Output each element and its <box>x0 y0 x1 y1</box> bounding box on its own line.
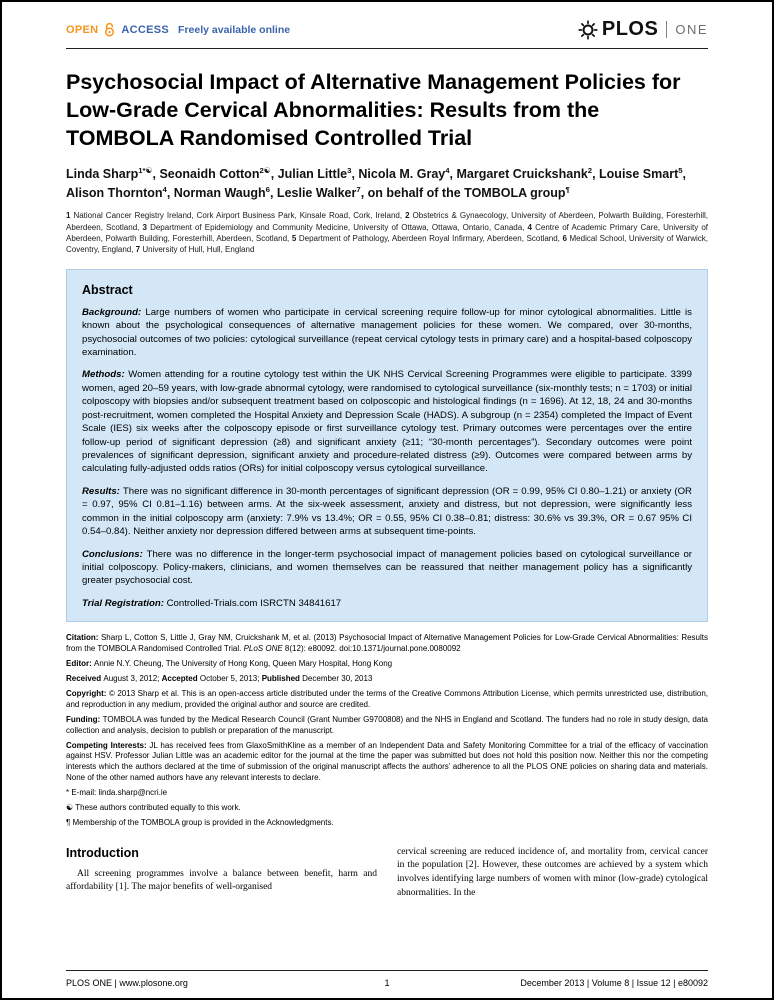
copyright-text <box>66 689 708 710</box>
article-metadata <box>66 633 708 783</box>
conclusions-text: There was no difference in the longer-term psychosocial impact of management policies based on cytological surveillance or initial colposcopy. Policy-makers, clinicians, and women themselves can be reassured that neither management policy has a significantly greater psychosocial cost. <box>82 548 692 587</box>
introduction-paragraph-2: cervical screening are reduced incidence of, and mortality from, cervical cancer in the population [2]. However, these outcomes are achieved by a system which involves identifying large numbers of women with minor (low-grade) cytological abnormalities. In the <box>397 846 708 898</box>
introduction-section <box>66 846 708 901</box>
freely-available-label: Freely available online <box>178 23 291 36</box>
abstract-trial-registration <box>82 597 692 610</box>
citation-label: Citation: <box>66 633 101 643</box>
citation-text <box>66 633 708 654</box>
abstract-conclusions <box>82 548 692 588</box>
email-link[interactable]: linda.sharp@ncri.ie <box>98 788 168 798</box>
footnote-equal-contribution: ☯ These authors contributed equally to this work. <box>66 802 241 812</box>
abstract-results <box>82 485 692 539</box>
competing-interests-label: Competing Interests: <box>66 740 150 750</box>
methods-text: Women attending for a routine cytology test within the UK NHS Cervical Screening Programmes were eligible to participate. 3399 women, aged 20–59 years, with low-grade abnormal cytology, were randomised to cytological surveillance (six-monthly tests; n = 1703) or initial colposcopy with biopsies and/or subsequent treatment based on colposcopic and histological findings (n = 1696). At 12, 18, 24 and 30-months post-recruitment, women completed the Hospital Anxiety and Depression Scale (HADS). A subgroup (n = 2354) completed the Impact of Event Scale (IES) six weeks after the colposcopy episode or first surveillance cytology test. Primary outcomes were percentages over the entire follow-up period of significant depression (≥8) and significant anxiety (≥11; “30-month percentages”). Secondary outcomes were point prevalences of significant depression, significant anxiety and procedure-related distress (≥9). Outcomes were compared between arms by calculating fully-adjusted odds ratios (ORs) for initial colposcopy versus cytological surveillance. <box>82 369 692 475</box>
editor-text <box>66 659 708 670</box>
accepted-label: Accepted <box>161 674 200 684</box>
received-label: Received <box>66 674 104 684</box>
footnote-group-membership: ¶ Membership of the TOMBOLA group is provided in the Acknowledgments. <box>66 817 334 827</box>
dates-text <box>66 674 708 685</box>
citation-body: Sharp L, Cotton S, Little J, Gray NM, Cruickshank M, et al. (2013) Psychosocial Impact of Alternative Management Policies for Low-Grade Cervical Abnormalities: Results from the TOMBOLA Randomised Controlled Trial. <box>66 633 709 653</box>
open-access-lock-icon <box>102 22 117 37</box>
one-wordmark: ONE <box>675 22 708 37</box>
published-date: December 30, 2013 <box>302 674 373 684</box>
copyright-label: Copyright: <box>66 689 109 699</box>
plos-gear-icon <box>578 20 598 40</box>
competing-interests-body: JL has received fees from GlaxoSmithKline as a member of an Independent Data and Safety Monitoring Committee for a trial of the efficacy of vaccination against HSV. Professor Julian Little was an academic editor for the journal at the time the paper was submitted but does not hold this position now. Neither this nor the competing interests which the authors declared at the time of submission of the original manuscript affects the authors’ adherence to all the PLOS ONE policies on sharing data and materials. None of the other named authors have any relevant interests to declare. <box>66 740 708 782</box>
plos-one-logo <box>578 18 708 41</box>
article-title: Psychosocial Impact of Alternative Management Policies for Low-Grade Cervical Abnormalities: Results from the TOMBOLA Randomised Controlled Trial <box>66 70 681 150</box>
footnote-email <box>66 788 708 799</box>
received-date: August 3, 2012; <box>103 674 162 684</box>
citation-journal: PLoS ONE <box>243 643 283 653</box>
funding-body: TOMBOLA was funded by the Medical Research Council (Grant Number G9700808) and the NHS in England and Scotland. The funders had no role in study design, data collection and analysis, decision to publish or preparation of the manuscript. <box>66 714 708 735</box>
open-label: OPEN <box>66 23 99 36</box>
accepted-date: October 5, 2013; <box>199 674 262 684</box>
editor-body: Annie N.Y. Cheung, The University of Hong Kong, Queen Mary Hospital, Hong Kong <box>94 658 393 668</box>
funding-label: Funding: <box>66 714 103 724</box>
introduction-heading: Introduction <box>66 845 139 860</box>
plos-wordmark: PLOS <box>601 18 659 40</box>
conclusions-label: Conclusions: <box>82 548 147 560</box>
published-label: Published <box>261 674 303 684</box>
footer-page-number: 1 <box>384 978 390 988</box>
abstract-methods <box>82 368 692 475</box>
authors-line: Linda Sharp$^{1*☯}$, Seonaidh Cotton$^{2☯}$, Julian Little$^3$, Nicola M. Gray$^4$, Margaret Cruickshank$^2$, Louise Smart$^5$, Alison Thornton$^4$, Norman Waugh$^6$, Leslie Walker$^7$, on behalf of the TOMBOLA group¶ <box>66 165 687 200</box>
funding-text <box>66 715 708 736</box>
introduction-column-2 <box>397 846 708 901</box>
methods-label: Methods: <box>82 369 129 381</box>
copyright-body: © 2013 Sharp et al. This is an open-access article distributed under the terms of the Creative Commons Attribution License, which permits unrestricted use, distribution, and reproduction in any medium, provided the original author and source are credited. <box>66 689 708 709</box>
abstract-heading: Abstract <box>82 282 133 297</box>
abstract-box <box>66 269 708 622</box>
introduction-column-1 <box>66 846 377 901</box>
background-label: Background: <box>82 306 146 318</box>
footer-issue: December 2013 | Volume 8 | Issue 12 | e80092 <box>520 978 708 988</box>
results-text: There was no significant difference in 30-month percentages of significant depression (OR = 0.99, 95% CI 0.80–1.21) or anxiety (OR = 0.97, 95% CI 0.81–1.16) between arms. At the six-week assessment, anxiety and distress, but not depression, were significantly less common in the initial colposcopy arm (anxiety: 7.9% vs 13.4%; OR = 0.55, 95% CI 0.38–0.81; distress: 30.6% vs 39.3%, OR = 0.67 95% CI 0.54–0.84). Neither anxiety nor depression differed between arms at subsequent time-points. <box>82 485 692 538</box>
page-footer <box>66 970 708 988</box>
affiliations: 1 National Cancer Registry Ireland, Cork Airport Business Park, Kinsale Road, Cork, Ireland, 2 Obstetrics & Gynaecology, University of Aberdeen, Polwarth Building, Foresterhill, Aberdeen, Scotland, 3 Department of Epidemiology and Community Medicine, University of Ottawa, Ottawa, Ontario, Canada, 4 Centre of Academic Primary Care, University of Aberdeen, Polwarth Building, Foresterhill, Aberdeen, Scotland, 5 Department of Pathology, Aberdeen Royal Infirmary, Aberdeen, Scotland, 6 Medical School, University of Warwick, Coventry, England, 7 University of Hull, Hull, England <box>66 211 709 255</box>
trial-registration-text: Controlled-Trials.com ISRCTN 34841617 <box>166 597 342 609</box>
open-access-banner <box>66 22 290 37</box>
header-rule <box>66 48 708 49</box>
background-text: Large numbers of women who participate in cervical screening require follow-up for minor cytological abnormalities. Little is known about the psychological consequences of alternative management policies for these women. We compared, over 30-months, psychosocial outcomes of two policies: cytological surveillance (repeat cervical cytology tests in primary care) and a hospital-based colposcopy examination. <box>82 306 692 359</box>
introduction-paragraph-1: All screening programmes involve a balance between benefit, harm and affordability [1]. The major benefits of well-organised <box>66 868 377 893</box>
citation-doi: 8(12): e80092. doi:10.1371/journal.pone.0080092 <box>282 643 461 653</box>
editor-label: Editor: <box>66 658 94 668</box>
access-label: ACCESS <box>121 23 170 36</box>
abstract-background <box>82 306 692 360</box>
logo-divider <box>666 21 667 38</box>
competing-interests-text <box>66 741 708 784</box>
page-header <box>66 18 708 41</box>
results-label: Results: <box>82 485 123 497</box>
footer-journal: PLOS ONE | www.plosone.org <box>66 978 188 988</box>
trial-registration-label: Trial Registration: <box>82 597 167 609</box>
footnotes <box>66 788 708 828</box>
email-prefix: * E-mail: <box>66 788 99 798</box>
